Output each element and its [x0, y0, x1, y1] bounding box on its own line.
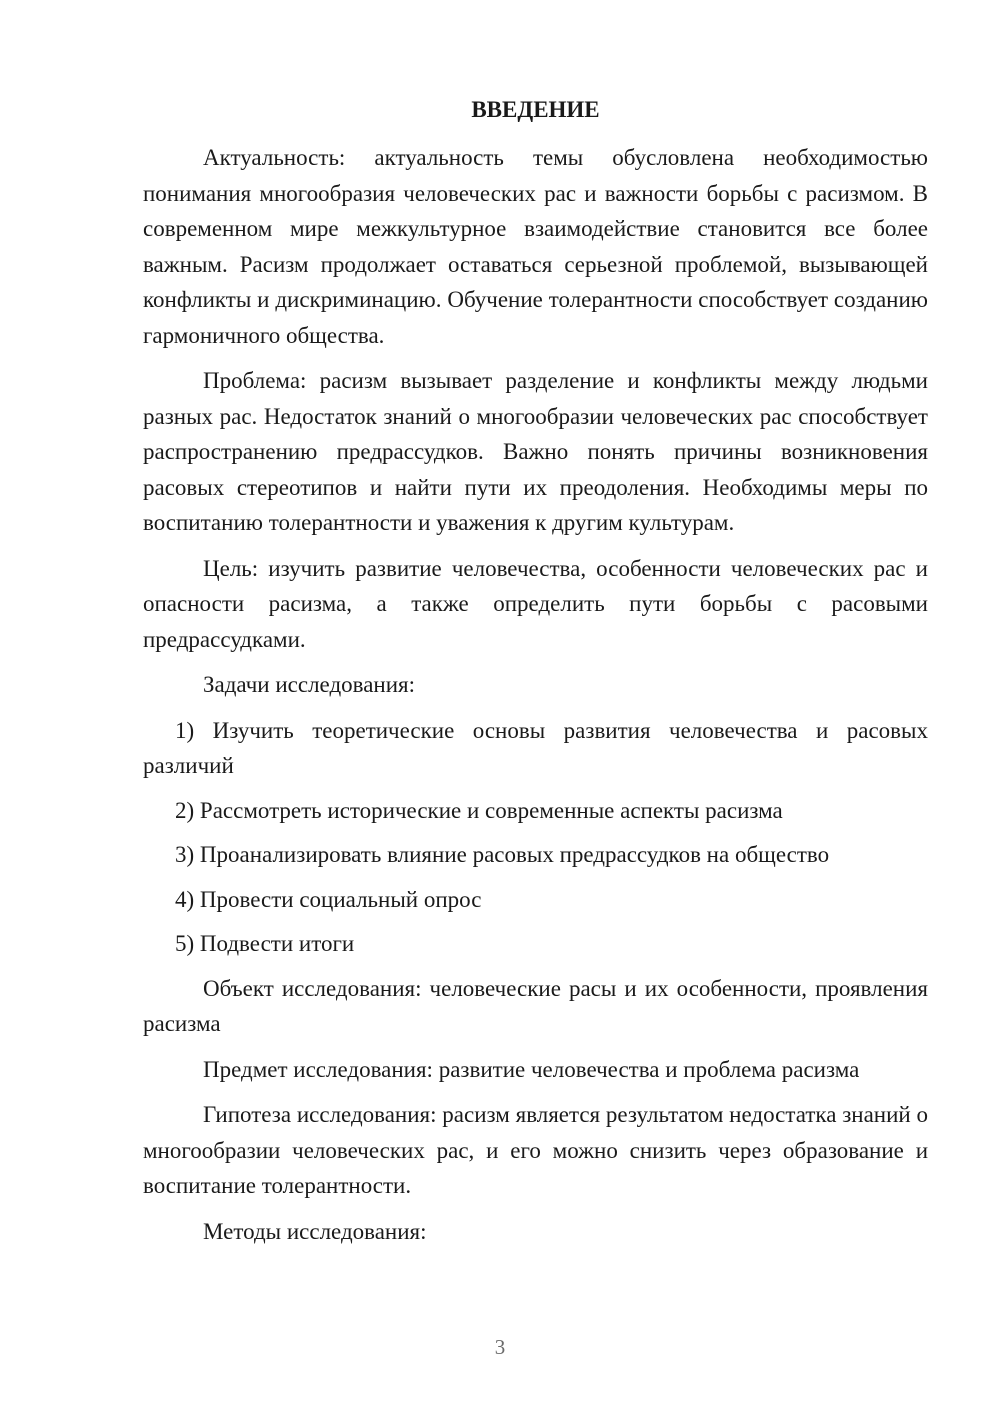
paragraph-methods-heading: Методы исследования:: [203, 1218, 427, 1244]
page-number: 3: [494, 1335, 506, 1359]
paragraph-goal: Цель: изучить развитие человечества, особенности человеческих рас и опасности расизма, а также определить пути борьбы с расовыми предрассудками.: [143, 555, 928, 652]
list-item-task-3: 3) Проанализировать влияние расовых предрассудков на общество: [175, 842, 830, 867]
list-item-task-2: 2) Рассмотреть исторические и современные аспекты расизма: [175, 797, 783, 823]
paragraph-problem: Проблема: расизм вызывает разделение и конфликты между людьми разных рас. Недостаток знаний о многообразии человеческих рас способствует распространению предрассудков. Важно понять причины возникновения расовых стереотипов и найти пути их преодоления. Необходимы меры по воспитанию толерантности и уважения к другим культурам.: [143, 368, 928, 535]
paragraph-hypothesis: Гипотеза исследования: расизм является результатом недостатка знаний о многообразии человеческих рас, и его можно снизить через образование и воспитание толерантности.: [143, 1102, 928, 1198]
document-page: [143, 92, 928, 1259]
list-item-task-5: 5) Подвести итоги: [175, 931, 355, 956]
paragraph-tasks-heading: Задачи исследования:: [203, 672, 416, 697]
paragraph-relevance: Актуальность: актуальность темы обусловлена необходимостью понимания многообразия человеческих рас и важности борьбы с расизмом. В современном мире межкультурное взаимодействие становится все более важным. Расизм продолжает оставаться серьезной проблемой, вызывающей конфликты и дискриминацию. Обучение толерантности способствует созданию гармоничного общества.: [143, 145, 928, 348]
page-title: ВВЕДЕНИЕ: [471, 97, 600, 122]
paragraph-subject: Предмет исследования: развитие человечества и проблема расизма: [203, 1056, 860, 1082]
list-item-task-4: 4) Провести социальный опрос: [175, 886, 482, 912]
paragraph-object: Объект исследования: человеческие расы и их особенности, проявления расизма: [143, 975, 928, 1036]
list-item-task-1: 1) Изучить теоретические основы развития человечества и расовых различий: [143, 717, 928, 778]
